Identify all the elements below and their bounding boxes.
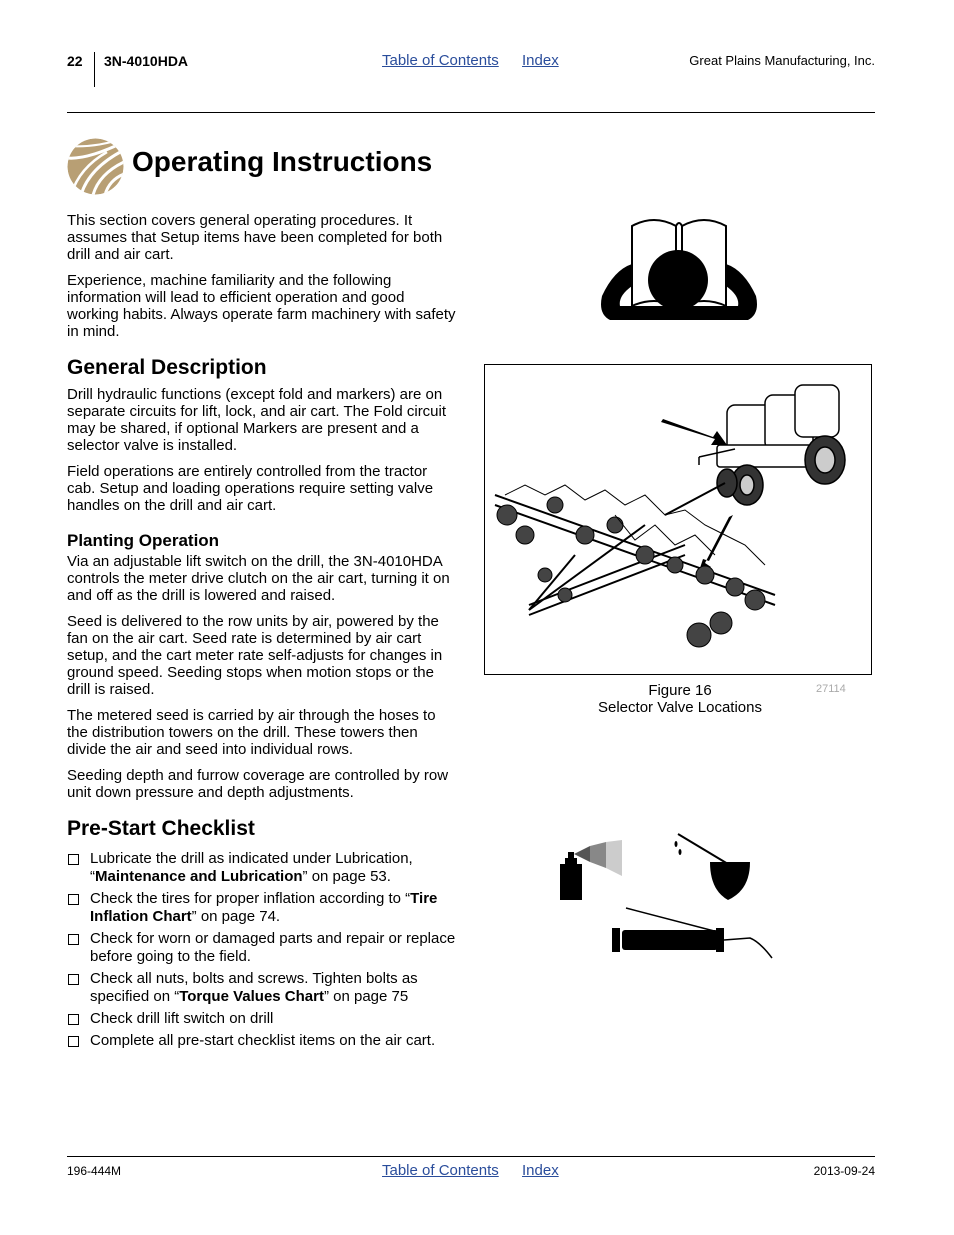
planting-paragraph: Via an adjustable lift switch on the drill, the 3N-4010HDA controls the meter drive clutch on the air cart, turning it on and off as the drill is lowered and raised. — [67, 553, 450, 604]
header-company: Great Plains Manufacturing, Inc. — [689, 53, 875, 68]
header-divider — [94, 52, 95, 87]
checklist-item: Check the tires for proper inflation according to “Tire Inflation Chart” on page 74. — [67, 890, 459, 926]
header-index-link[interactable]: Index — [522, 52, 559, 69]
checklist-item: Check all nuts, bolts and screws. Tighten bolts as specified on “Torque Values Chart” on page 75 — [67, 970, 459, 1006]
checkbox-icon — [68, 1036, 79, 1047]
checklist-item: Lubricate the drill as indicated under Lubrication, “Maintenance and Lubrication” on page 53. — [67, 850, 459, 886]
checkbox-icon — [68, 894, 79, 905]
intro-paragraph: Experience, machine familiarity and the following information will lead to efficient operation and good working habits. Always operate farm machinery with safety in mind. — [67, 272, 456, 340]
great-plains-logo-icon — [67, 138, 124, 195]
figure-id: 27114 — [816, 683, 846, 695]
read-manual-icon — [598, 214, 760, 322]
pre-start-checklist-heading: Pre-Start Checklist — [67, 817, 255, 840]
footer-date: 2013-09-24 — [813, 1164, 875, 1178]
checkbox-icon — [68, 1014, 79, 1025]
footer-toc-link[interactable]: Table of Contents — [382, 1162, 499, 1179]
figure-number: Figure 16 — [648, 682, 712, 699]
planting-paragraph: The metered seed is carried by air through the hoses to the distribution towers on the drill. These towers then divide the air and seed into individual rows. — [67, 707, 436, 758]
footer-doc-number: 196-444M — [67, 1164, 122, 1178]
lubrication-icons — [560, 832, 775, 960]
intro-paragraph: This section covers general operating procedures. It assumes that Setup items have been completed for both drill and air cart. — [67, 212, 443, 263]
footer-rule — [67, 1156, 875, 1157]
oil-can-icon — [675, 834, 751, 900]
planting-paragraph: Seeding depth and furrow coverage are controlled by row unit down pressure and depth adjustments. — [67, 767, 449, 801]
checkbox-icon — [68, 974, 79, 985]
general-description-heading: General Description — [67, 356, 267, 379]
figure-frame — [484, 364, 872, 675]
general-paragraph: Field operations are entirely controlled from the tractor cab. Setup and loading operations require setting valve handles on the drill and air cart. — [67, 463, 434, 514]
header-toc-link[interactable]: Table of Contents — [382, 52, 499, 69]
header-rule — [67, 112, 875, 113]
page-number: 22 — [67, 53, 83, 69]
figure-title: Selector Valve Locations — [598, 699, 762, 716]
general-paragraph: Drill hydraulic functions (except fold and markers) are on separate circuits for lift, lock, and air cart. The Fold circuit may be shared, if optional Markers are present and a selector valve is installed. — [67, 386, 447, 454]
checklist-item: Complete all pre-start checklist items on the air cart. — [67, 1032, 459, 1050]
drill-frame — [495, 495, 775, 615]
page-title: Operating Instructions — [132, 146, 433, 177]
header-model: 3N-4010HDA — [104, 53, 189, 69]
footer-index-link[interactable]: Index — [522, 1162, 559, 1179]
planting-operation-heading: Planting Operation — [67, 531, 220, 550]
checklist-item: Check drill lift switch on drill — [67, 1010, 459, 1028]
planting-paragraph: Seed is delivered to the row units by air, powered by the fan on the air cart. Seed rate is determined by air cart setup, and the cart meter rate self-adjusts for changes in ground speed. Seeding stops when motion stops or the drill is raised. — [67, 613, 443, 698]
grease-gun-icon — [612, 908, 772, 958]
checkbox-icon — [68, 934, 79, 945]
checklist — [67, 850, 459, 1050]
checklist-item: Check for worn or damaged parts and repair or replace before going to the field. — [67, 930, 459, 966]
drill-and-air-cart-illustration — [485, 365, 871, 674]
checkbox-icon — [68, 854, 79, 865]
left-column — [67, 212, 459, 1054]
spray-can-icon — [560, 840, 622, 900]
arrow-icon — [661, 419, 727, 445]
